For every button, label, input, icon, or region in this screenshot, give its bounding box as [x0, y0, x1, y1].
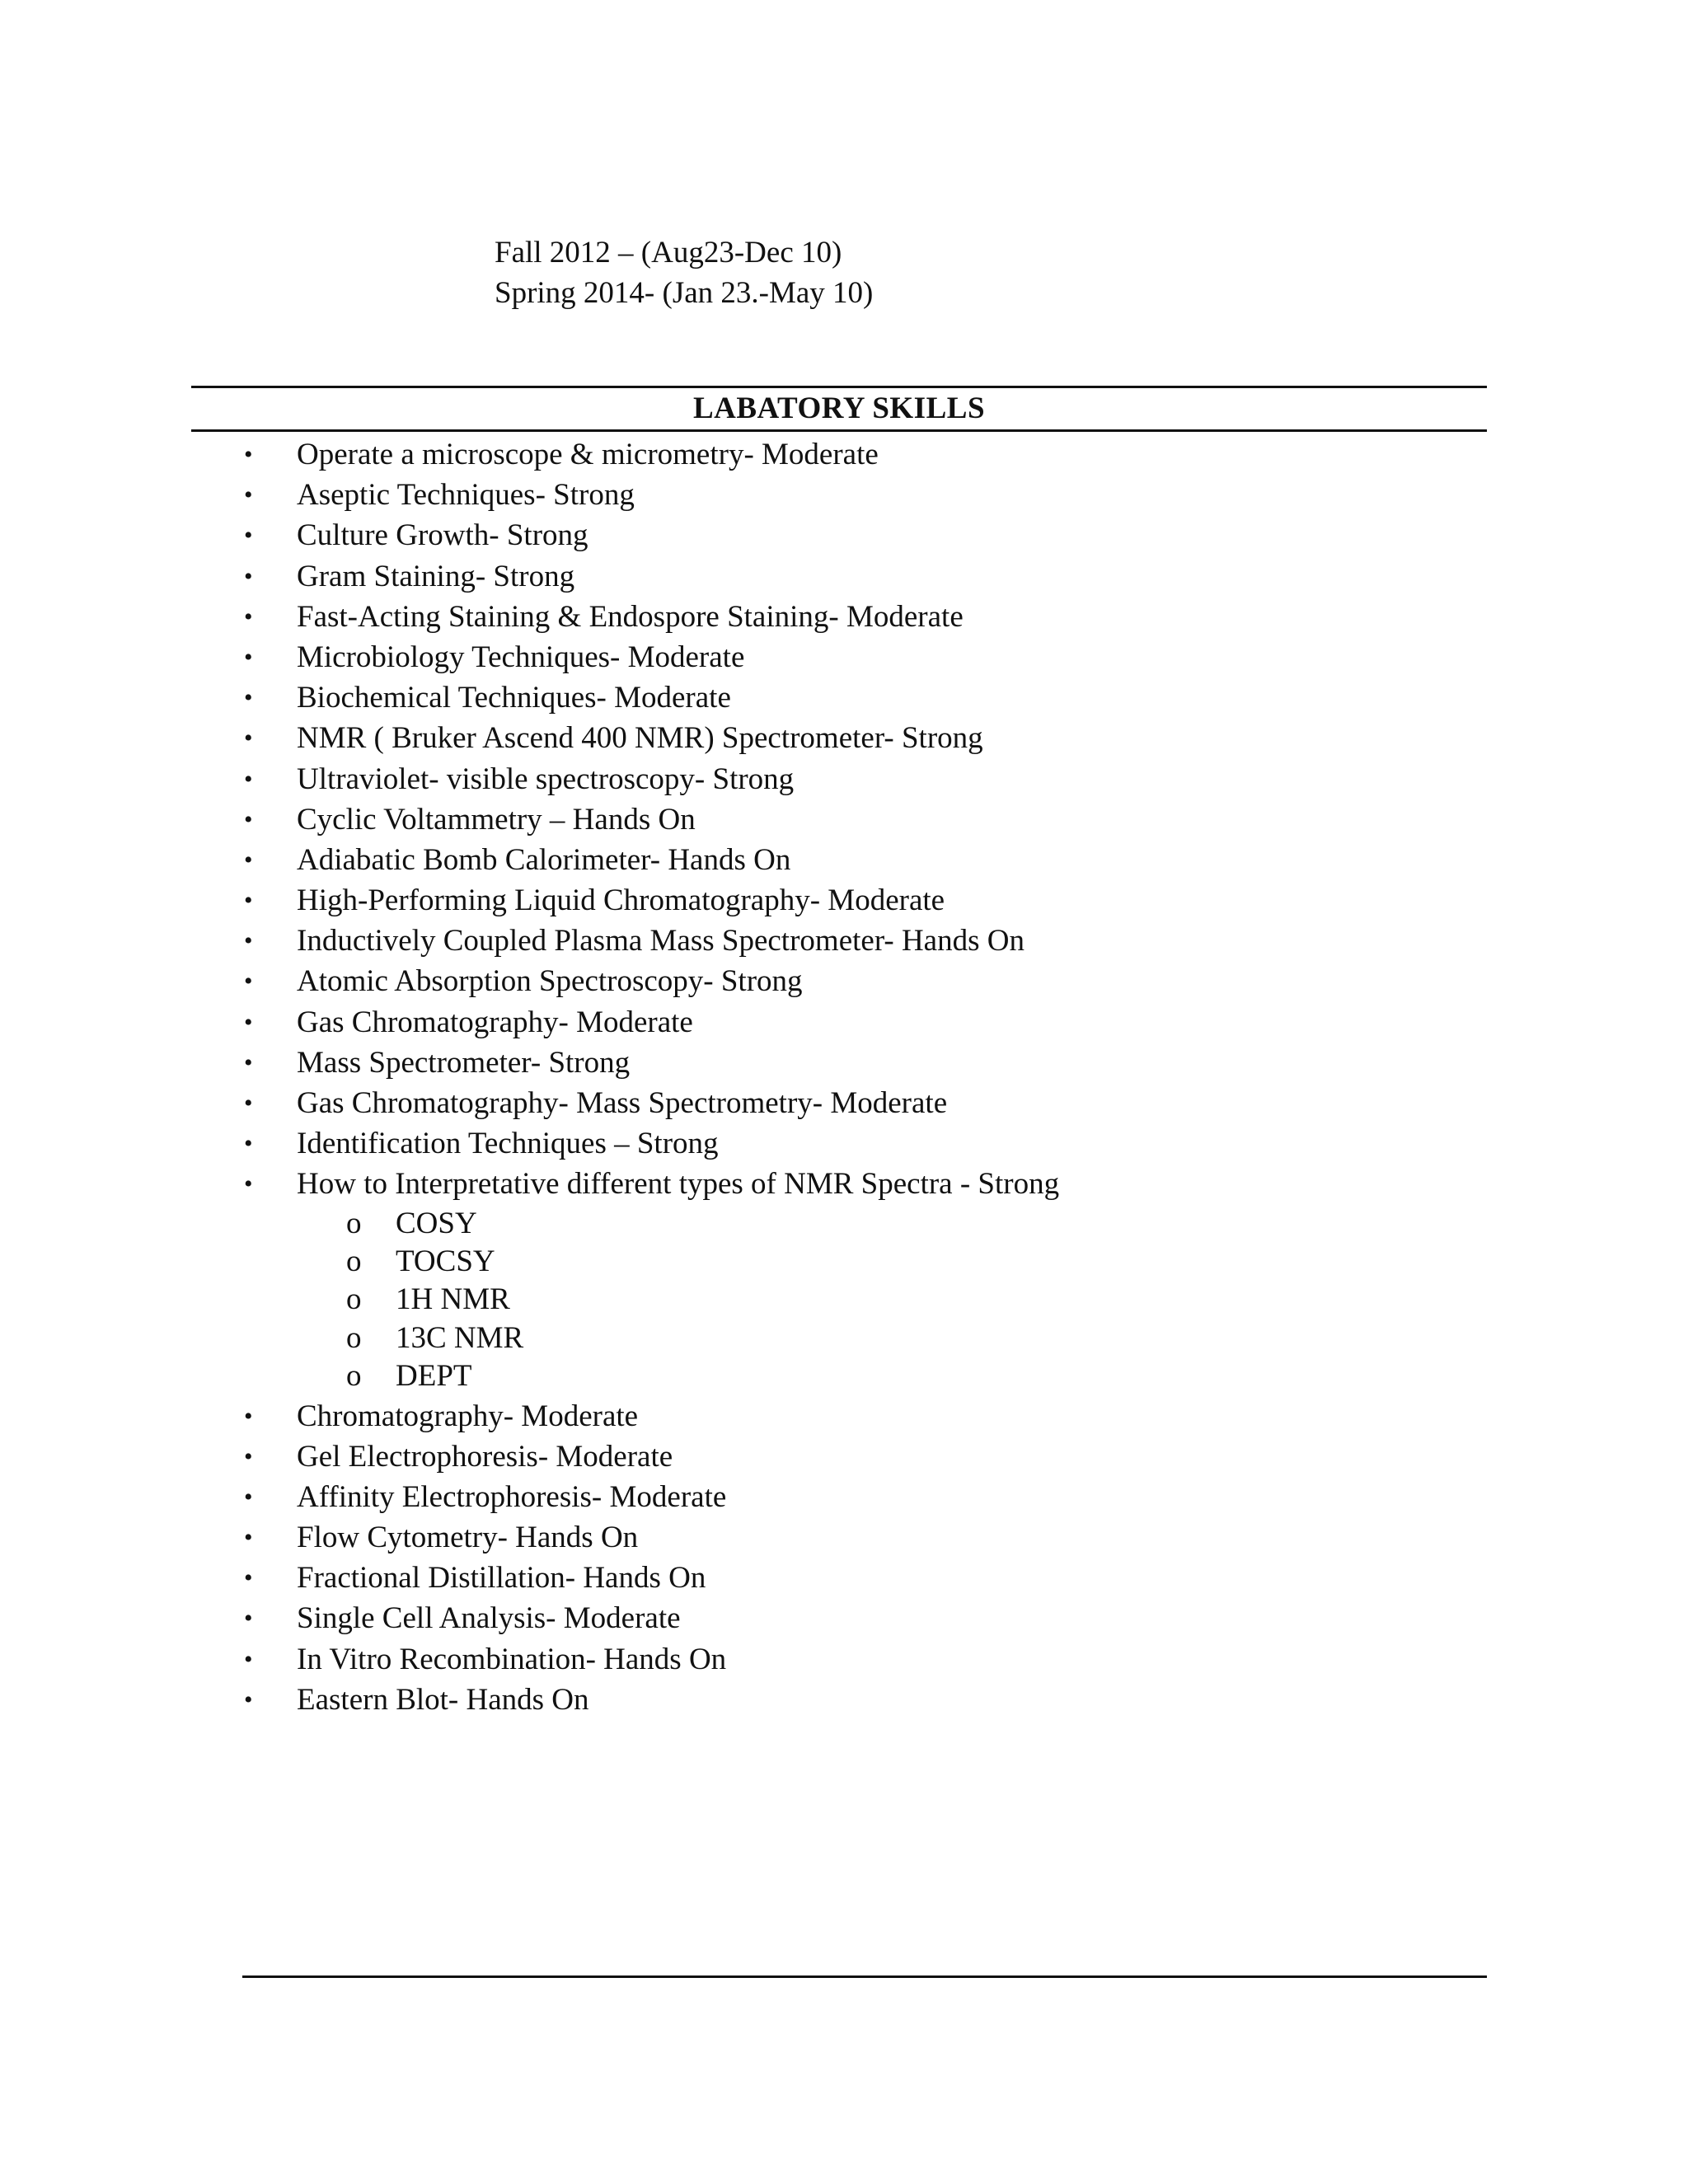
list-item [0, 637, 1688, 677]
skill-text: In Vitro Recombination- Hands On [297, 1642, 727, 1676]
skill-text: Gel Electrophoresis- Moderate [297, 1439, 673, 1474]
sub-bullet-icon: o [346, 1206, 362, 1240]
skill-text: Adiabatic Bomb Calorimeter- Hands On [297, 842, 791, 877]
spectra-type-text: 1H NMR [396, 1282, 510, 1317]
bullet-icon: • [244, 602, 253, 630]
bullet-icon: • [244, 968, 253, 996]
sub-bullet-icon: o [346, 1359, 362, 1394]
list-item [0, 677, 1688, 718]
section-rule-bottom [191, 429, 1487, 432]
list-item [0, 1164, 1688, 1204]
spectra-type-text: DEPT [396, 1359, 472, 1394]
skill-text: Inductively Coupled Plasma Mass Spectrometer- Hands On [297, 924, 1025, 958]
bullet-icon: • [244, 1605, 253, 1633]
spectra-type-text: TOCSY [396, 1244, 495, 1278]
list-item [0, 1477, 1688, 1517]
sub-list-item [0, 1205, 1688, 1243]
skill-text: Fractional Distillation- Hands On [297, 1561, 706, 1596]
skill-text: Microbiology Techniques- Moderate [297, 640, 745, 674]
list-item [0, 1083, 1688, 1123]
bullet-icon: • [244, 846, 253, 874]
list-item [0, 1123, 1688, 1164]
bullet-icon: • [244, 927, 253, 955]
list-item [0, 961, 1688, 1001]
list-item [0, 1517, 1688, 1558]
list-item [0, 921, 1688, 961]
bullet-icon: • [244, 805, 253, 833]
bullet-icon: • [244, 1564, 253, 1592]
sub-list-item [0, 1319, 1688, 1357]
list-item [0, 840, 1688, 880]
skills-list [0, 434, 1688, 1720]
skill-text: Gas Chromatography- Mass Spectrometry- Moderate [297, 1086, 948, 1120]
section-rule-top [191, 386, 1487, 388]
sub-list-item [0, 1357, 1688, 1395]
list-item [0, 799, 1688, 840]
bullet-icon: • [244, 887, 253, 915]
list-item [0, 475, 1688, 515]
bullet-icon: • [244, 1685, 253, 1713]
skill-text: Chromatography- Moderate [297, 1399, 639, 1433]
skill-text: Cyclic Voltammetry – Hands On [297, 802, 696, 837]
skill-text: Ultraviolet- visible spectroscopy- Strong [297, 762, 795, 796]
list-item [0, 718, 1688, 758]
semester-line-fall-2012: Fall 2012 – (Aug23-Dec 10) [495, 236, 842, 269]
skill-text: Aseptic Techniques- Strong [297, 478, 635, 513]
sub-bullet-icon: o [346, 1282, 362, 1317]
skill-text: Flow Cytometry- Hands On [297, 1521, 639, 1555]
skill-text: Single Cell Analysis- Moderate [297, 1601, 681, 1636]
skill-text: Atomic Absorption Spectroscopy- Strong [297, 964, 803, 999]
bullet-icon: • [244, 1442, 253, 1470]
spectra-type-text: 13C NMR [396, 1320, 524, 1355]
list-item [0, 434, 1688, 475]
skill-text: Gas Chromatography- Moderate [297, 1005, 693, 1039]
bullet-icon: • [244, 684, 253, 712]
bullet-icon: • [244, 441, 253, 468]
list-item [0, 1558, 1688, 1598]
list-item [0, 1396, 1688, 1436]
skill-text: Gram Staining- Strong [297, 559, 575, 593]
bullet-icon: • [244, 765, 253, 793]
spectra-type-text: COSY [396, 1206, 477, 1240]
list-item [0, 597, 1688, 637]
skill-text: Culture Growth- Strong [297, 518, 588, 553]
bullet-icon: • [244, 1402, 253, 1430]
skill-text: High-Performing Liquid Chromatography- Moderate [297, 883, 945, 918]
bullet-icon: • [244, 481, 253, 509]
list-item [0, 880, 1688, 921]
bullet-icon: • [244, 1483, 253, 1511]
semester-dates [495, 232, 873, 313]
sub-bullet-icon: o [346, 1320, 362, 1355]
bullet-icon: • [244, 724, 253, 752]
skill-text: Eastern Blot- Hands On [297, 1682, 589, 1717]
bullet-icon: • [244, 1645, 253, 1673]
list-item [0, 1598, 1688, 1638]
semester-line-spring-2014: Spring 2014- (Jan 23.-May 10) [495, 276, 874, 310]
sub-list-item [0, 1243, 1688, 1281]
bullet-icon: • [244, 1048, 253, 1076]
skill-text: Operate a microscope & micrometry- Moderate [297, 438, 879, 471]
bullet-icon: • [244, 1090, 253, 1117]
skill-text: NMR ( Bruker Ascend 400 NMR) Spectrometer- Strong [297, 721, 983, 756]
list-item [0, 1680, 1688, 1720]
sub-bullet-icon: o [346, 1244, 362, 1278]
list-item [0, 759, 1688, 799]
skill-text: Mass Spectrometer- Strong [297, 1045, 631, 1080]
bullet-icon: • [244, 1170, 253, 1198]
bullet-icon: • [244, 643, 253, 671]
bullet-icon: • [244, 1524, 253, 1552]
skill-text: Identification Techniques – Strong [297, 1127, 719, 1161]
bullet-icon: • [244, 1130, 253, 1158]
footer-rule [242, 1975, 1487, 1978]
bullet-icon: • [244, 562, 253, 590]
section-heading: LABATORY SKILLS [692, 391, 986, 425]
skill-text: How to Interpretative different types of NMR Spectra - Strong [297, 1167, 1060, 1202]
bullet-icon: • [244, 1008, 253, 1036]
list-item [0, 1043, 1688, 1083]
bullet-icon: • [244, 522, 253, 550]
skill-text: Affinity Electrophoresis- Moderate [297, 1479, 727, 1514]
list-item [0, 515, 1688, 555]
skill-text: Biochemical Techniques- Moderate [297, 681, 731, 715]
sub-list-item [0, 1281, 1688, 1319]
skill-text: Fast-Acting Staining & Endospore Staining- Moderate [297, 599, 964, 634]
list-item [0, 1639, 1688, 1680]
list-item [0, 556, 1688, 597]
list-item [0, 1002, 1688, 1043]
list-item [0, 1436, 1688, 1477]
